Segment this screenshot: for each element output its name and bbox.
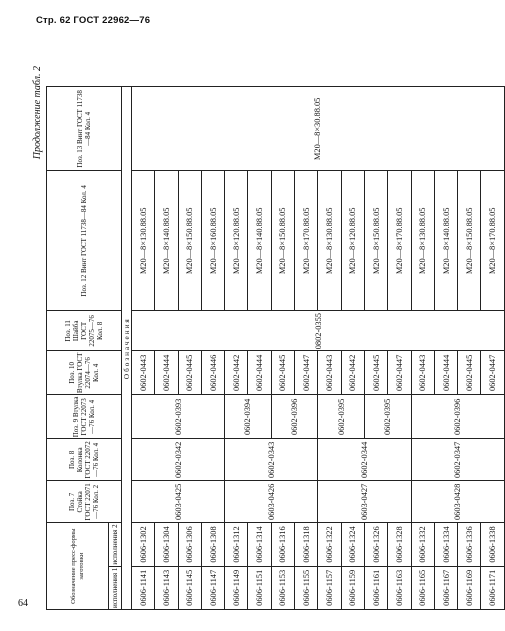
col8-cell: 0602-0342 <box>132 439 225 481</box>
col10-cell: 0602-0442 <box>225 351 248 395</box>
col12-cell: М20—8×130.88.05 <box>132 171 155 311</box>
exec2-cell: 0606-1302 <box>132 523 155 566</box>
exec2-cell: 0606-1328 <box>388 523 411 566</box>
exec2-cell: 0606-1318 <box>295 523 318 566</box>
col7-cell: 0603-0428 <box>411 481 504 523</box>
col9-cell: 0602-0394 <box>225 395 272 439</box>
col8-cell: 0602-0343 <box>225 439 318 481</box>
exec2-cell: 0606-1336 <box>458 523 481 566</box>
col7-cell: 0603-0427 <box>318 481 411 523</box>
col7-cell: 0603-0426 <box>225 481 318 523</box>
col10-cell: 0602-0445 <box>364 351 387 395</box>
col8-header: Поз. 8 Колонка ГОСТ 22072—76 Кол. 4 <box>47 439 122 481</box>
col8-cell: 0602-0347 <box>411 439 504 481</box>
exec1-cell: 0606-1161 <box>364 566 387 609</box>
col12-cell: М20—8×120.88.05 <box>225 171 248 311</box>
exec2-cell: 0606-1324 <box>341 523 364 566</box>
col9-cell: 0602-0393 <box>132 395 225 439</box>
col13-cell: М20—8×30.88.05 <box>132 87 505 171</box>
col10-cell: 0602-0442 <box>341 351 364 395</box>
col9-cell: 0602-0395 <box>318 395 365 439</box>
exec2-cell: 0606-1308 <box>201 523 224 566</box>
exec1-cell: 0606-1147 <box>201 566 224 609</box>
col11-header: Поз. 11 Шайба ГОСТ 22075—76 Кол. 8 <box>47 311 122 351</box>
col12-cell: М20—8×170.88.05 <box>295 171 318 311</box>
table-continuation-label: Продолжение табл. 2 <box>32 66 43 160</box>
col12-cell: М20—8×170.88.05 <box>388 171 411 311</box>
rotated-table-sheet <box>30 52 498 614</box>
col10-cell: 0602-0447 <box>481 351 504 395</box>
exec1-cell: 0606-1149 <box>225 566 248 609</box>
col10-cell: 0602-0443 <box>132 351 155 395</box>
col12-cell: М20—8×140.88.05 <box>155 171 178 311</box>
col10-cell: 0602-0444 <box>434 351 457 395</box>
oboznacheniya-header: Обозначения <box>122 87 132 610</box>
exec1-cell: 0606-1159 <box>341 566 364 609</box>
col9-cell: 0602-0396 <box>411 395 504 439</box>
col9-header: Поз. 9 Втулка ГОСТ 22073—76 Кол. 4 <box>47 395 122 439</box>
page-header: Стр. 62 ГОСТ 22962—76 <box>36 15 151 26</box>
col12-header: Поз. 12 Винт ГОСТ 11738—84 Кол. 4 <box>47 171 122 311</box>
col12-cell: М20—8×120.88.05 <box>341 171 364 311</box>
col10-cell: 0602-0447 <box>388 351 411 395</box>
exec2-header: исполнения 2 <box>109 523 122 566</box>
col10-cell: 0602-0445 <box>271 351 294 395</box>
col8-cell: 0602-0344 <box>318 439 411 481</box>
col11-value: 0802-0355 <box>313 312 323 349</box>
col13-header: Поз. 13 Винт ГОСТ 11738—84 Кол. 4 <box>47 87 122 171</box>
exec2-cell: 0606-1334 <box>434 523 457 566</box>
col9-cell: 0602-0396 <box>271 395 318 439</box>
exec2-cell: 0606-1312 <box>225 523 248 566</box>
col12-cell: М20—8×150.88.05 <box>458 171 481 311</box>
col12-cell: М20—8×170.88.05 <box>481 171 504 311</box>
col10-cell: 0602-0445 <box>458 351 481 395</box>
col10-header: Поз. 10 Втулка ГОСТ 22074—76 Кол. 4 <box>47 351 122 395</box>
exec2-cell: 0606-1338 <box>481 523 504 566</box>
exec2-cell: 0606-1322 <box>318 523 341 566</box>
exec1-cell: 0606-1171 <box>481 566 504 609</box>
col10-cell: 0602-0446 <box>201 351 224 395</box>
table-row <box>132 87 155 610</box>
exec1-cell: 0606-1167 <box>434 566 457 609</box>
exec1-cell: 0606-1145 <box>178 566 201 609</box>
exec1-cell: 0606-1153 <box>271 566 294 609</box>
exec1-cell: 0606-1165 <box>411 566 434 609</box>
exec2-cell: 0606-1316 <box>271 523 294 566</box>
col12-cell: М20—8×130.88.05 <box>318 171 341 311</box>
exec1-cell: 0606-1143 <box>155 566 178 609</box>
col10-cell: 0602-0443 <box>411 351 434 395</box>
col10-cell: 0602-0444 <box>155 351 178 395</box>
col12-cell: М20—8×150.88.05 <box>364 171 387 311</box>
col12-cell: М20—8×130.88.05 <box>411 171 434 311</box>
col12-cell: М20—8×140.88.05 <box>248 171 271 311</box>
parts-table <box>46 86 505 610</box>
exec1-cell: 0606-1157 <box>318 566 341 609</box>
col10-cell: 0602-0443 <box>318 351 341 395</box>
col10-cell: 0602-0444 <box>248 351 271 395</box>
exec1-header: исполнения 1 <box>109 566 122 609</box>
exec2-cell: 0606-1326 <box>364 523 387 566</box>
exec1-cell: 0606-1151 <box>248 566 271 609</box>
page-number: 64 <box>18 598 28 609</box>
exec1-cell: 0606-1163 <box>388 566 411 609</box>
col12-cell: М20—8×150.88.05 <box>271 171 294 311</box>
col9-cell: 0602-0395 <box>364 395 411 439</box>
col12-cell: М20—8×160.88.05 <box>201 171 224 311</box>
exec1-cell: 0606-1141 <box>132 566 155 609</box>
exec2-cell: 0606-1314 <box>248 523 271 566</box>
col12-cell: М20—8×150.88.05 <box>178 171 201 311</box>
col12-cell: М20—8×140.88.05 <box>434 171 457 311</box>
col11-cell <box>132 311 505 351</box>
exec1-cell: 0606-1155 <box>295 566 318 609</box>
exec2-cell: 0606-1306 <box>178 523 201 566</box>
col7-cell: 0603-0425 <box>132 481 225 523</box>
exec1-cell: 0606-1169 <box>458 566 481 609</box>
exec2-cell: 0606-1304 <box>155 523 178 566</box>
col10-cell: 0602-0447 <box>295 351 318 395</box>
col10-cell: 0602-0445 <box>178 351 201 395</box>
col7-header: Поз. 7 Стойка ГОСТ 22071—76 Кол. 2 <box>47 481 122 523</box>
press-form-header: Обозначение пресс-формы заготовки <box>47 523 109 610</box>
exec2-cell: 0606-1332 <box>411 523 434 566</box>
